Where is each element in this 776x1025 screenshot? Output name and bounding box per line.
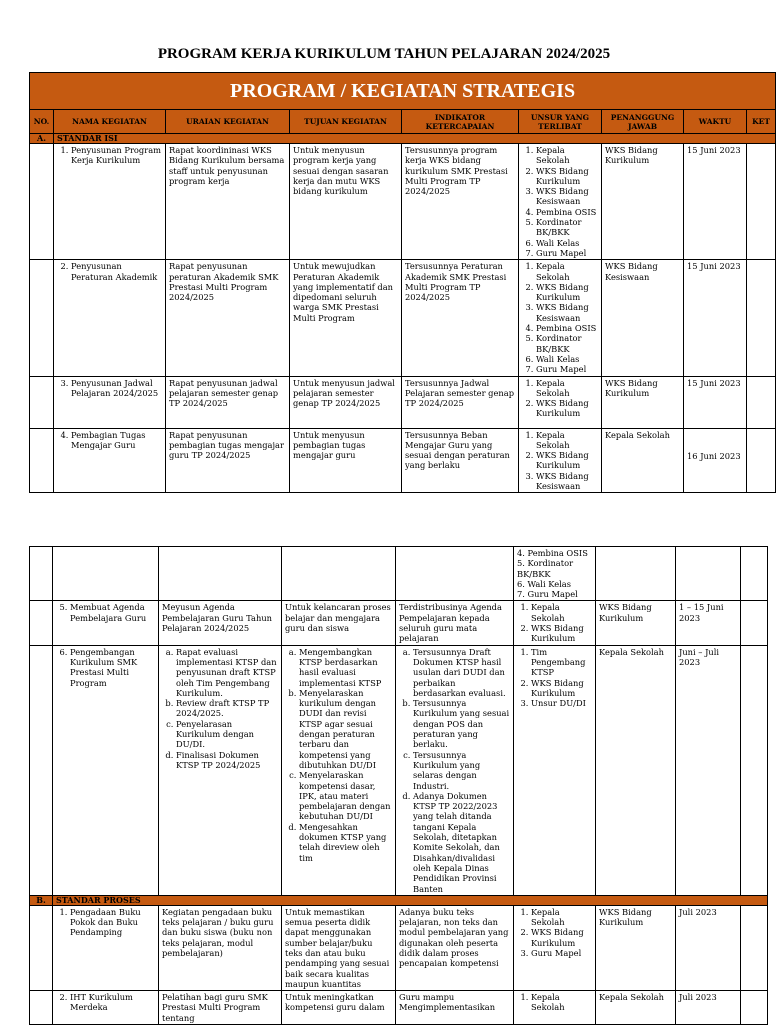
list-item: d. Finalisasi Dokumen KTSP TP 2024/2025	[176, 750, 278, 771]
program-table-page-2	[29, 546, 768, 1025]
cell-uraian	[159, 645, 282, 895]
cell-pj: Kepala Sekolah	[596, 645, 676, 895]
cell-ket	[747, 144, 776, 260]
list-item: 1. Kepala Sekolah	[536, 145, 598, 166]
cell-waktu	[684, 428, 747, 493]
cell-ket	[747, 376, 776, 428]
cell-nama: 6. Pengembangan Kurikulum SMK Prestasi Multi Program	[53, 645, 159, 895]
section-a-label: A.	[30, 134, 54, 144]
cell-waktu: 15 Juni 2023	[684, 260, 747, 376]
list-item: 2. WKS Bidang Kurikulum	[536, 450, 598, 471]
cell-unsur	[514, 905, 596, 990]
list-item: 6. Wali Kelas	[536, 354, 598, 364]
list-item: 5. Membuat Agenda Pembelajara Guru	[70, 602, 155, 623]
header-unsur: UNSUR YANG TERLIBAT	[519, 110, 602, 134]
cell-nama	[54, 376, 166, 428]
list-item: 3. WKS Bidang Kesiswaan	[536, 302, 598, 323]
cell-indikator: Guru mampu Mengimplementasikan	[396, 991, 514, 1025]
cell-unsur-continued	[514, 547, 596, 601]
header-nama: NAMA KEGIATAN	[54, 110, 166, 134]
header-pj: PENANGGUNG JAWAB	[602, 110, 684, 134]
list-item: 7. Guru Mapel	[517, 589, 578, 600]
cell-ket	[741, 905, 768, 990]
cell-no	[30, 428, 54, 493]
list-item: 3. WKS Bidang Kesiswaan	[536, 186, 598, 207]
list-item: c. Penyelarasan Kurikulum dengan DU/DI.	[176, 719, 278, 750]
table-row	[30, 991, 768, 1025]
section-b-title: STANDAR PROSES	[53, 895, 768, 905]
cell-nama	[54, 260, 166, 376]
cell-no	[30, 991, 53, 1025]
list-item: 2. WKS Bidang Kurikulum	[531, 927, 592, 948]
list-item: d. Mengesahkan dokumen KTSP yang telah direview oleh tim	[299, 822, 392, 863]
cell-no	[30, 601, 53, 645]
cell-ket	[741, 991, 768, 1025]
list-item: 4. Pembina OSIS	[536, 323, 598, 333]
list-item: 5. Kordinator BK/BKK	[517, 558, 574, 579]
cell-uraian: Meyusun Agenda Pembelajaran Guru Tahun Pelajaran 2024/2025	[159, 601, 282, 645]
list-item: c. Tersusunnya Kurikulum yang selaras dengan Industri.	[413, 750, 510, 791]
table-row-continued	[30, 547, 768, 601]
cell-ket	[747, 428, 776, 493]
table-row-6	[30, 645, 768, 895]
cell-unsur	[519, 260, 602, 376]
list-item: 1. Kepala Sekolah	[531, 907, 592, 928]
list-item: 2. WKS Bidang Kurikulum	[536, 282, 598, 303]
cell-no	[30, 260, 54, 376]
table-row	[30, 376, 776, 428]
banner-title: PROGRAM / KEGIATAN STRATEGIS	[30, 73, 776, 110]
cell-unsur	[514, 601, 596, 645]
header-uraian: URAIAN KEGIATAN	[166, 110, 290, 134]
cell-indikator: Tersusunnya Jadwal Pelajaran semester genap TP 2024/2025	[402, 376, 519, 428]
list-item: 7. Guru Mapel	[536, 364, 598, 374]
cell-uraian: Rapat penyusunan peraturan Akademik SMK Prestasi Multi Program 2024/2025	[166, 260, 290, 376]
cell-pj: WKS Bidang Kurikulum	[596, 601, 676, 645]
cell-uraian: Rapat penyusunan jadwal pelajaran semester genap TP 2024/2025	[166, 376, 290, 428]
list-item: 1. Tim Pengembang KTSP	[531, 647, 592, 678]
list-item: 4. Pembina OSIS	[536, 207, 598, 217]
list-item: 6. Wali Kelas	[517, 578, 571, 589]
cell-uraian: Rapat koordininasi WKS Bidang Kurikulum bersama staff untuk penyusunan program kerja	[166, 144, 290, 260]
cell-indikator: Adanya buku teks pelajaran, non teks dan modul pembelajaran yang digunakan oleh peserta didik dalam proses pencapaian kompetensi	[396, 905, 514, 990]
list-item: 2. WKS Bidang Kurikulum	[531, 678, 592, 699]
header-tujuan: TUJUAN KEGIATAN	[290, 110, 402, 134]
list-item: 6. Wali Kelas	[536, 238, 598, 248]
cell-tujuan: Untuk kelancaran proses belajar dan mengajara guru dan siswa	[282, 601, 396, 645]
list-item: d. Adanya Dokumen KTSP TP 2022/2023 yang telah ditanda tangani Kepala Sekolah, ditetapkan Komite Sekolah, dan Disahkan/divalidasi oleh Kepala Dinas Pendidikan Provinsi Banten	[413, 791, 510, 894]
list-item: 1. Pengadaan Buku Pokok dan Buku Pendamping	[70, 907, 155, 938]
cell-uraian: Rapat penyusunan pembagian tugas mengajar guru TP 2024/2025	[166, 428, 290, 493]
cell-nama	[53, 991, 159, 1025]
cell-uraian: Kegiatan pengadaan buku teks pelajaran / buku guru dan buku siswa (buku non teks pelajaran, modul pembelajaran)	[159, 905, 282, 990]
list-item: c. Menyelaraskan kompetensi dasar, IPK, atau materi pembelajaran dengan kebutuhan DU/DI	[299, 770, 392, 821]
cell-nama	[54, 144, 166, 260]
cell-nama	[54, 428, 166, 493]
section-b-label: B.	[30, 895, 53, 905]
cell-tujuan: Untuk meningkatkan kompetensi guru dalam	[282, 991, 396, 1025]
cell-waktu: 15 Juni 2023	[684, 144, 747, 260]
list-item: a. Mengembangkan KTSP berdasarkan hasil evaluasi implementasi KTSP	[299, 647, 392, 688]
cell-no	[30, 645, 53, 895]
cell-unsur	[519, 144, 602, 260]
cell-waktu: 1 – 15 Juni 2023	[676, 601, 741, 645]
cell-ket	[747, 260, 776, 376]
cell-unsur	[514, 645, 596, 895]
header-indikator: INDIKATOR KETERCAPAIAN	[402, 110, 519, 134]
header-no: NO.	[30, 110, 54, 134]
list-item: a. Tersusunnya Draft Dokumen KTSP hasil usulan dari DUDI dan perbaikan berdasarkan evaluasi.	[413, 647, 510, 698]
list-item: 1. Kepala Sekolah	[536, 430, 598, 451]
cell-indikator: Tersusunnya Beban Mengajar Guru yang sesuai dengan peraturan yang berlaku	[402, 428, 519, 493]
cell-indikator: Tersusunnya program kerja WKS bidang kurikulum SMK Prestasi Multi Program TP 2024/2025	[402, 144, 519, 260]
cell-nama	[53, 601, 159, 645]
list-item: 3. Unsur DU/DI	[531, 698, 592, 708]
list-item: 2. IHT Kurikulum Merdeka	[70, 992, 155, 1013]
cell-tujuan: Untuk menyusun program kerja yang sesuai dengan sasaran kerja dan mutu WKS bidang kurikulum	[290, 144, 402, 260]
document-title: PROGRAM KERJA KURIKULUM TAHUN PELAJARAN 2024/2025	[157, 46, 611, 62]
cell-no	[30, 144, 54, 260]
cell-pj: WKS Bidang Kurikulum	[602, 376, 684, 428]
list-item: a. Rapat evaluasi implementasi KTSP dan penyusunan draft KTSP oleh Tim Pengembang Kurikulum.	[176, 647, 278, 698]
waktu-text: 16 Juni 2023	[687, 450, 741, 461]
list-item: 2. WKS Bidang Kurikulum	[536, 166, 598, 187]
list-item: 2. WKS Bidang Kurikulum	[536, 398, 598, 419]
cell-tujuan: Untuk menyusun jadwal pelajaran semester genap TP 2024/2025	[290, 376, 402, 428]
cell-pj: WKS Bidang Kurikulum	[602, 144, 684, 260]
cell-indikator: Terdistribusinya Agenda Pempelajaran kepada seluruh guru mata pelajaran	[396, 601, 514, 645]
cell-indikator: Tersusunnya Peraturan Akademik SMK Prestasi Multi Program TP 2024/2025	[402, 260, 519, 376]
cell-pj: Kepala Sekolah	[602, 428, 684, 493]
cell-nama	[53, 905, 159, 990]
table-row	[30, 260, 776, 376]
list-item: b. Menyelaraskan kurikulum dengan DUDI dan revisi KTSP agar sesuai dengan peraturan terbaru dan kompetensi yang dibutuhkan DU/DI	[299, 688, 392, 770]
table-row	[30, 428, 776, 493]
list-item: 1. Penyusunan Program Kerja Kurikulum	[71, 145, 162, 166]
cell-pj: WKS Bidang Kurikulum	[596, 905, 676, 990]
cell-unsur	[519, 376, 602, 428]
cell-pj: WKS Bidang Kesiswaan	[602, 260, 684, 376]
cell-no	[30, 905, 53, 990]
list-item: 3. Penyusunan Jadwal Pelajaran 2024/2025	[71, 378, 162, 399]
cell-pj: Kepala Sekolah	[596, 991, 676, 1025]
cell-no	[30, 376, 54, 428]
list-item: 5. Kordinator BK/BKK	[536, 333, 598, 354]
cell-waktu: Juli 2023	[676, 991, 741, 1025]
list-item: 1. Kepala Sekolah	[536, 378, 598, 399]
cell-tujuan: Untuk mewujudkan Peraturan Akademik yang implementatif dan dipedomani seluruh warga SMK Prestasi Multi Program	[290, 260, 402, 376]
table-row	[30, 144, 776, 260]
cell-indikator	[396, 645, 514, 895]
table-row	[30, 905, 768, 990]
list-item: 2. Penyusunan Peraturan Akademik	[71, 261, 162, 282]
list-item: 1. Kepala Sekolah	[531, 992, 592, 1013]
list-item: b. Review draft KTSP TP 2024/2025.	[176, 698, 278, 719]
header-waktu: WAKTU	[684, 110, 747, 134]
list-item: b. Tersusunnya Kurikulum yang sesuai dengan POS dan peraturan yang berlaku.	[413, 698, 510, 749]
cell-ket	[741, 645, 768, 895]
header-ket: KET	[747, 110, 776, 134]
list-item: 4. Pembagian Tugas Mengajar Guru	[71, 430, 162, 451]
cell-tujuan	[282, 645, 396, 895]
list-item: 1. Kepala Sekolah	[531, 602, 592, 623]
list-item: 2. WKS Bidang Kurikulum	[531, 623, 592, 644]
cell-uraian: Pelatihan bagi guru SMK Prestasi Multi Program tentang	[159, 991, 282, 1025]
table-row	[30, 601, 768, 645]
list-item: 1. Kepala Sekolah	[536, 261, 598, 282]
list-item: 3. WKS Bidang Kesiswaan	[536, 471, 598, 492]
cell-waktu: Juni – Juli 2023	[676, 645, 741, 895]
cell-unsur	[514, 991, 596, 1025]
program-table-page-1	[29, 72, 776, 493]
section-a-title: STANDAR ISI	[54, 134, 776, 144]
cell-waktu: Juli 2023	[676, 905, 741, 990]
cell-tujuan: Untuk menyusun pembagian tugas mengajar guru	[290, 428, 402, 493]
cell-waktu: 15 Juni 2023	[684, 376, 747, 428]
list-item: 4. Pembina OSIS	[517, 548, 588, 558]
cell-unsur	[519, 428, 602, 493]
list-item: 5. Kordinator BK/BKK	[536, 217, 598, 238]
cell-tujuan: Untuk memastikan semua peserta didik dapat menggunakan sumber belajar/buku teks dan atau buku pendamping yang sesuai baik secara kualitas maupun kuantitas	[282, 905, 396, 990]
list-item: 7. Guru Mapel	[536, 248, 598, 258]
list-item: 3. Guru Mapel	[531, 948, 592, 958]
cell-ket	[741, 601, 768, 645]
